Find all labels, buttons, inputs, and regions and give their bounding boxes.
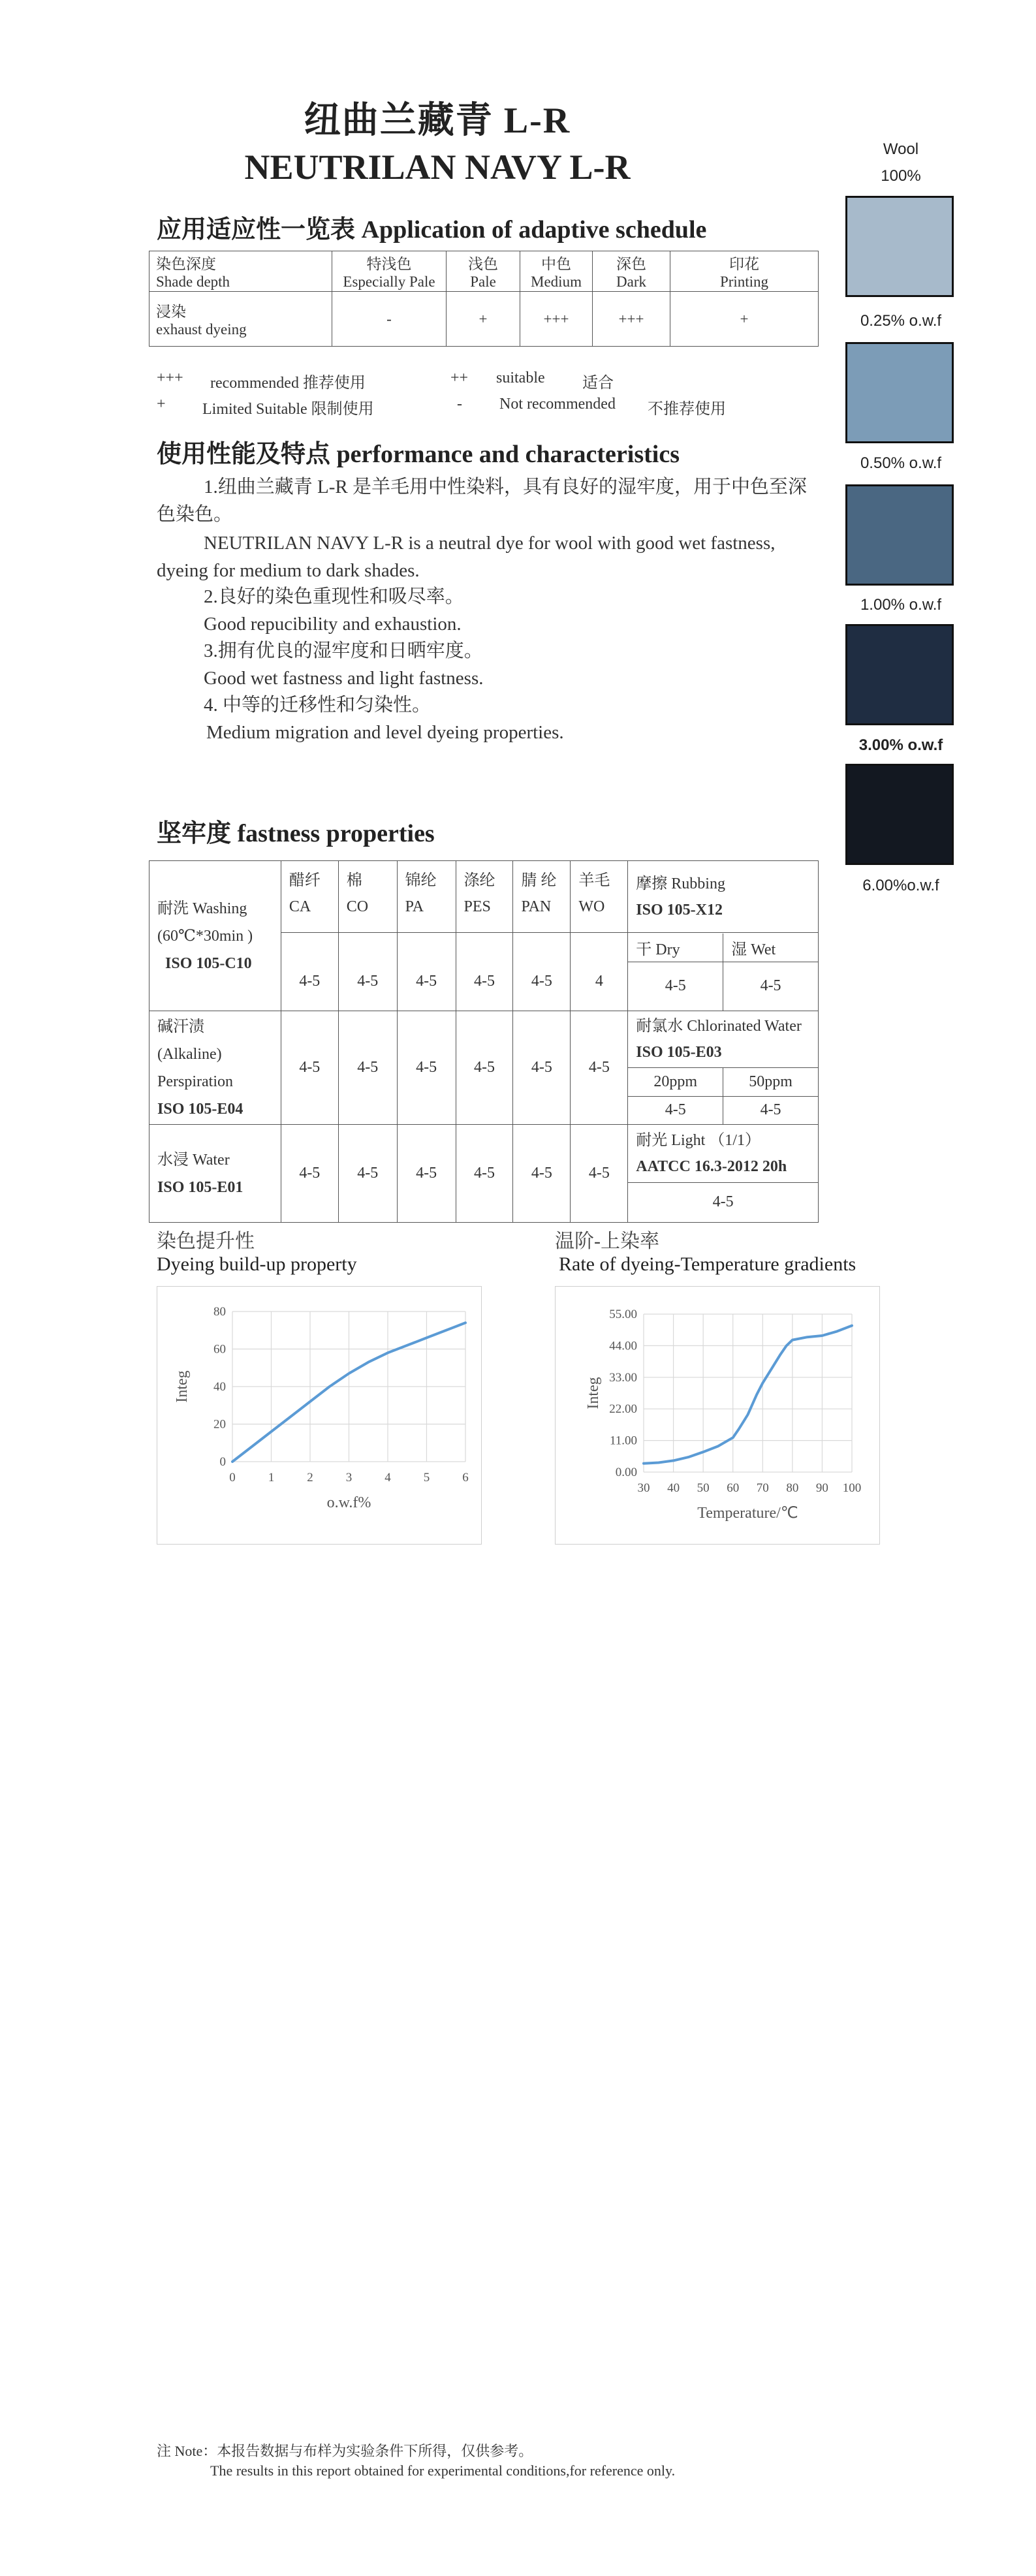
perspiration-pa: 4-5 [397,1011,456,1125]
y-tick-label: 0 [219,1455,226,1469]
x-tick-label: 80 [786,1481,799,1495]
swatch-label: 6.00%o.w.f [862,877,939,894]
rubbing-values [628,933,819,1011]
value-printing: + [670,292,819,347]
washing-wo: 4 [571,933,628,1011]
buildup-chart [157,1286,482,1545]
x-tick-label: 2 [307,1471,313,1484]
chart2-title: Rate of dyeing-Temperature gradients [559,1253,856,1275]
legend-limited-symbol: + [157,396,166,413]
x-tick-label: 30 [637,1481,650,1495]
note-en: The results in this report obtained for experimental conditions,for reference only. [210,2462,676,2479]
rubbing-wet-label: 湿 Wet [723,934,818,962]
legend-limited-text: Limited Suitable 限制使用 [202,401,374,418]
x-tick-label: 4 [385,1471,391,1484]
performance-p1-cn: 1.纽曲兰藏青 L-R 是羊毛用中性染料，具有良好的湿牢度，用于中色至深色染色。 [157,477,807,525]
x-axis-label: Temperature/℃ [697,1505,798,1522]
y-axis-label: Integ [585,1377,602,1409]
chlorinated-50ppm-value: 4-5 [760,1101,781,1119]
x-tick-label: 5 [423,1471,430,1484]
swatch-label: 1.00% o.w.f [860,596,942,614]
performance-p1-en: NEUTRILAN NAVY L-R is a neutral dye for wool with good wet fastness, dyeing for medium to dark shades. [157,533,776,581]
title-english: NEUTRILAN NAVY L-R [244,148,631,187]
water-pes: 4-5 [456,1125,513,1223]
perspiration-ca: 4-5 [281,1011,338,1125]
y-tick-label: 44.00 [609,1339,637,1353]
rubbing-label: 摩擦 Rubbing ISO 105-X12 [628,861,819,933]
performance-p2-en: Good repucibility and exhaustion. [204,614,462,635]
fastness-table [149,860,819,1223]
washing-pan: 4-5 [513,933,571,1011]
y-tick-label: 40 [213,1380,226,1394]
perspiration-pan: 4-5 [513,1011,571,1125]
performance-p4-en: Medium migration and level dyeing properties. [206,722,564,743]
swatch-0-50 [845,342,954,443]
y-tick-label: 55.00 [609,1308,637,1321]
x-axis-label: o.w.f% [326,1494,371,1511]
water-pa: 4-5 [397,1125,456,1223]
perspiration-label: 碱汗渍 (Alkaline) Perspiration ISO 105-E04 [149,1011,281,1125]
x-tick-label: 3 [345,1471,353,1484]
rubbing-dry-value: 4-5 [628,962,723,1011]
fiber-pan: 腈 纶 PAN [513,861,571,933]
value-medium: +++ [520,292,593,347]
wool-label: Wool [883,140,919,158]
performance-p3-en: Good wet fastness and light fastness. [204,668,484,689]
swatch-1-00 [845,484,954,586]
x-tick-label: 90 [815,1481,828,1495]
title-chinese: 纽曲兰藏青 L-R [304,101,571,141]
legend-row-2 [157,396,809,418]
water-co: 4-5 [338,1125,397,1223]
performance-p2-cn: 2.良好的染色重现性和吸尽率。 [204,586,464,607]
legend-suitable-symbol: ++ [450,369,469,386]
wool-percent: 100% [881,167,921,185]
chlorinated-label: 耐氯水 Chlorinated Water ISO 105-E03 [628,1012,818,1068]
y-tick-label: 11.00 [609,1434,637,1448]
legend-suitable-cn: 适合 [582,375,614,392]
temperature-chart-svg [556,1287,879,1544]
chlorinated-50ppm: 50ppm [723,1068,818,1097]
chlorinated-cell [628,1011,819,1125]
perspiration-wo: 4-5 [571,1011,628,1125]
y-tick-label: 20 [213,1417,226,1432]
fiber-wo: 羊毛 WO [571,861,628,933]
y-tick-label: 22.00 [609,1402,637,1417]
legend-recommended-text: recommended 推荐使用 [210,375,366,392]
legend-notrec-cn: 不推荐使用 [648,401,726,418]
y-tick-label: 0.00 [615,1466,637,1479]
y-tick-label: 80 [213,1305,226,1319]
water-wo: 4-5 [571,1125,628,1223]
perspiration-co: 4-5 [338,1011,397,1125]
chart1-title: Dyeing build-up property [157,1253,357,1275]
header-printing: 印花 Printing [670,251,819,292]
header-medium: 中色 Medium [520,251,593,292]
value-dark: +++ [593,292,670,347]
fiber-ca: 醋纤 CA [281,861,338,933]
light-value: 4-5 [712,1193,734,1211]
x-tick-label: 100 [842,1481,862,1495]
x-tick-label: 1 [268,1471,275,1484]
fiber-co: 棉 CO [338,861,397,933]
swatch-label: 3.00% o.w.f [858,736,943,754]
legend-notrec-en: Not recommended [499,396,616,413]
y-axis-label: Integ [174,1370,191,1403]
chlorinated-20ppm: 20ppm [628,1068,723,1097]
performance-heading: 使用性能及特点 performance and characteristics [157,441,680,468]
washing-pa: 4-5 [397,933,456,1011]
series-line [644,1326,852,1464]
header-pale: 浅色 Pale [447,251,520,292]
x-tick-label: 6 [462,1471,469,1484]
x-tick-label: 40 [667,1481,680,1495]
legend-suitable-en: suitable [496,369,545,386]
y-tick-label: 60 [213,1342,226,1357]
x-tick-label: 70 [756,1481,769,1495]
note-cn: 注 Note：本报告数据与布样为实验条件下所得，仅供参考。 [157,2443,533,2459]
fastness-heading: 坚牢度 fastness properties [157,820,435,847]
performance-p4-cn: 4. 中等的迁移性和匀染性。 [204,695,432,715]
legend-notrec-symbol: - [457,396,462,413]
x-tick-label: 60 [727,1481,740,1495]
legend-row-1 [157,369,809,392]
swatch-0-25 [845,196,954,297]
swatch-6-00 [845,764,954,865]
rubbing-wet-value: 4-5 [760,977,781,995]
washing-pes: 4-5 [456,933,513,1011]
row-exhaust-dyeing: 浸染 exhaust dyeing [149,292,332,347]
buildup-chart-svg [157,1287,481,1544]
water-label: 水浸 Water ISO 105-E01 [149,1125,281,1223]
header-especially-pale: 特浅色 Especially Pale [332,251,447,292]
value-especially-pale: - [332,292,447,347]
chart2-heading-cn: 温阶-上染率 [555,1231,659,1252]
swatch-label: 0.25% o.w.f [860,312,942,330]
water-ca: 4-5 [281,1125,338,1223]
rubbing-dry-label: 干 Dry [628,934,723,962]
x-tick-label: 0 [229,1471,236,1484]
washing-co: 4-5 [338,933,397,1011]
light-label: 耐光 Light （1/1） AATCC 16.3-2012 20h [628,1125,818,1183]
water-pan: 4-5 [513,1125,571,1223]
application-table [149,251,819,347]
header-shade-depth: 染色深度 Shade depth [149,251,332,292]
performance-p3-cn: 3.拥有优良的湿牢度和日晒牢度。 [204,640,483,661]
value-pale: + [447,292,520,347]
temperature-chart [555,1286,880,1545]
swatch-label: 0.50% o.w.f [860,454,942,472]
header-dark: 深色 Dark [593,251,670,292]
fiber-pa: 锦纶 PA [397,861,456,933]
light-cell [628,1125,819,1223]
washing-label: 耐洗 Washing (60℃*30min ) ISO 105-C10 [149,861,281,1011]
y-tick-label: 33.00 [609,1370,637,1385]
perspiration-pes: 4-5 [456,1011,513,1125]
chart1-heading-cn: 染色提升性 [157,1231,255,1252]
x-tick-label: 50 [697,1481,710,1495]
legend-recommended-symbol: +++ [157,369,183,386]
washing-ca: 4-5 [281,933,338,1011]
fiber-pes: 涤纶 PES [456,861,513,933]
application-heading: 应用适应性一览表 Application of adaptive schedule [157,216,707,243]
chlorinated-20ppm-value: 4-5 [628,1097,723,1124]
